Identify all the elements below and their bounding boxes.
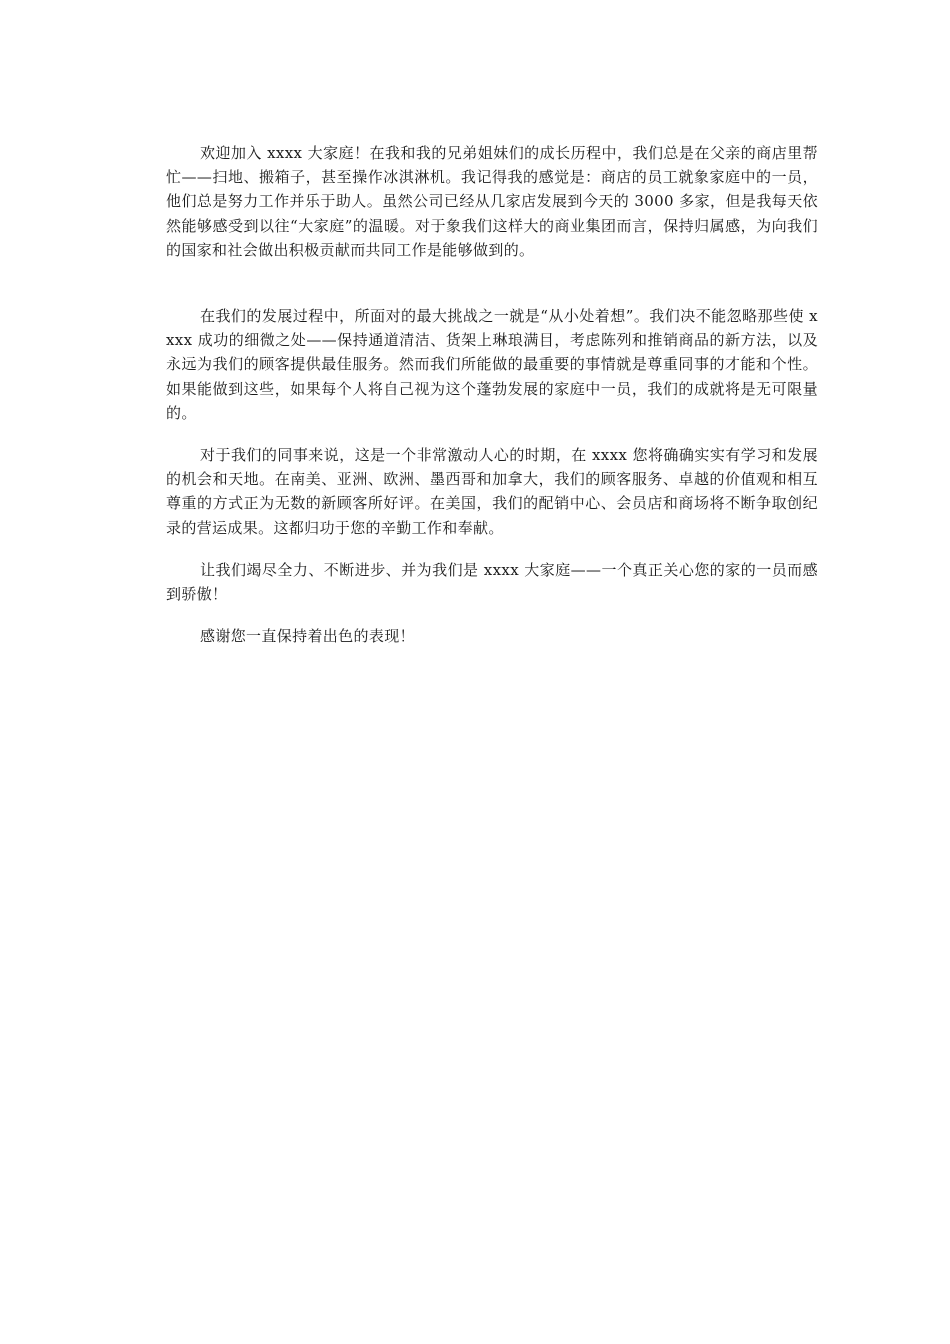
paragraph-spacer <box>166 606 818 624</box>
paragraph-welcome: 欢迎加入 xxxx 大家庭！在我和我的兄弟姐妹们的成长历程中，我们总是在父亲的商店里帮忙——扫地、搬箱子，甚至操作冰淇淋机。我记得我的感觉是：商店的员工就象家庭中的一员，他们总是努力工作并乐于助人。虽然公司已经从几家店发展到今天的 3000 多家，但是我每天依然能够感受到以往“大家庭”的温暖。对于象我们这样大的商业集团而言，保持归属感，为向我们的国家和社会做出积极贡献而共同工作是能够做到的。 <box>166 144 818 259</box>
paragraph-pride: 让我们竭尽全力、不断进步、并为我们是 xxxx 大家庭——一个真正关心您的家的一员而感到骄傲！ <box>166 560 818 604</box>
paragraph-spacer <box>166 540 818 558</box>
letter-body <box>166 141 818 648</box>
paragraph-thanks: 感谢您一直保持着出色的表现！ <box>200 627 415 646</box>
paragraph-opportunity: 对于我们的同事来说，这是一个非常激动人心的时期，在 xxxx 您将确确实实有学习和发展的机会和天地。在南美、亚洲、欧洲、墨西哥和加拿大，我们的顾客服务、卓越的价值观和相互尊重的方式正为无数的新顾客所好评。在美国，我们的配销中心、会员店和商场将不断争取创纪录的营运成果。这都归功于您的辛勤工作和奉献。 <box>166 446 818 537</box>
paragraph-challenge: 在我们的发展过程中，所面对的最大挑战之一就是“从小处着想”。我们决不能忽略那些使 xxxx 成功的细微之处——保持通道清洁、货架上琳琅满目，考虑陈列和推销商品的新方法，以及永远为我们的顾客提供最佳服务。然而我们所能做的最重要的事情就是尊重同事的才能和个性。如果能做到这些，如果每个人将自己视为这个蓬勃发展的家庭中一员，我们的成就将是无可限量的。 <box>166 307 818 422</box>
paragraph-spacer <box>166 425 818 443</box>
paragraph-spacer <box>166 262 818 304</box>
